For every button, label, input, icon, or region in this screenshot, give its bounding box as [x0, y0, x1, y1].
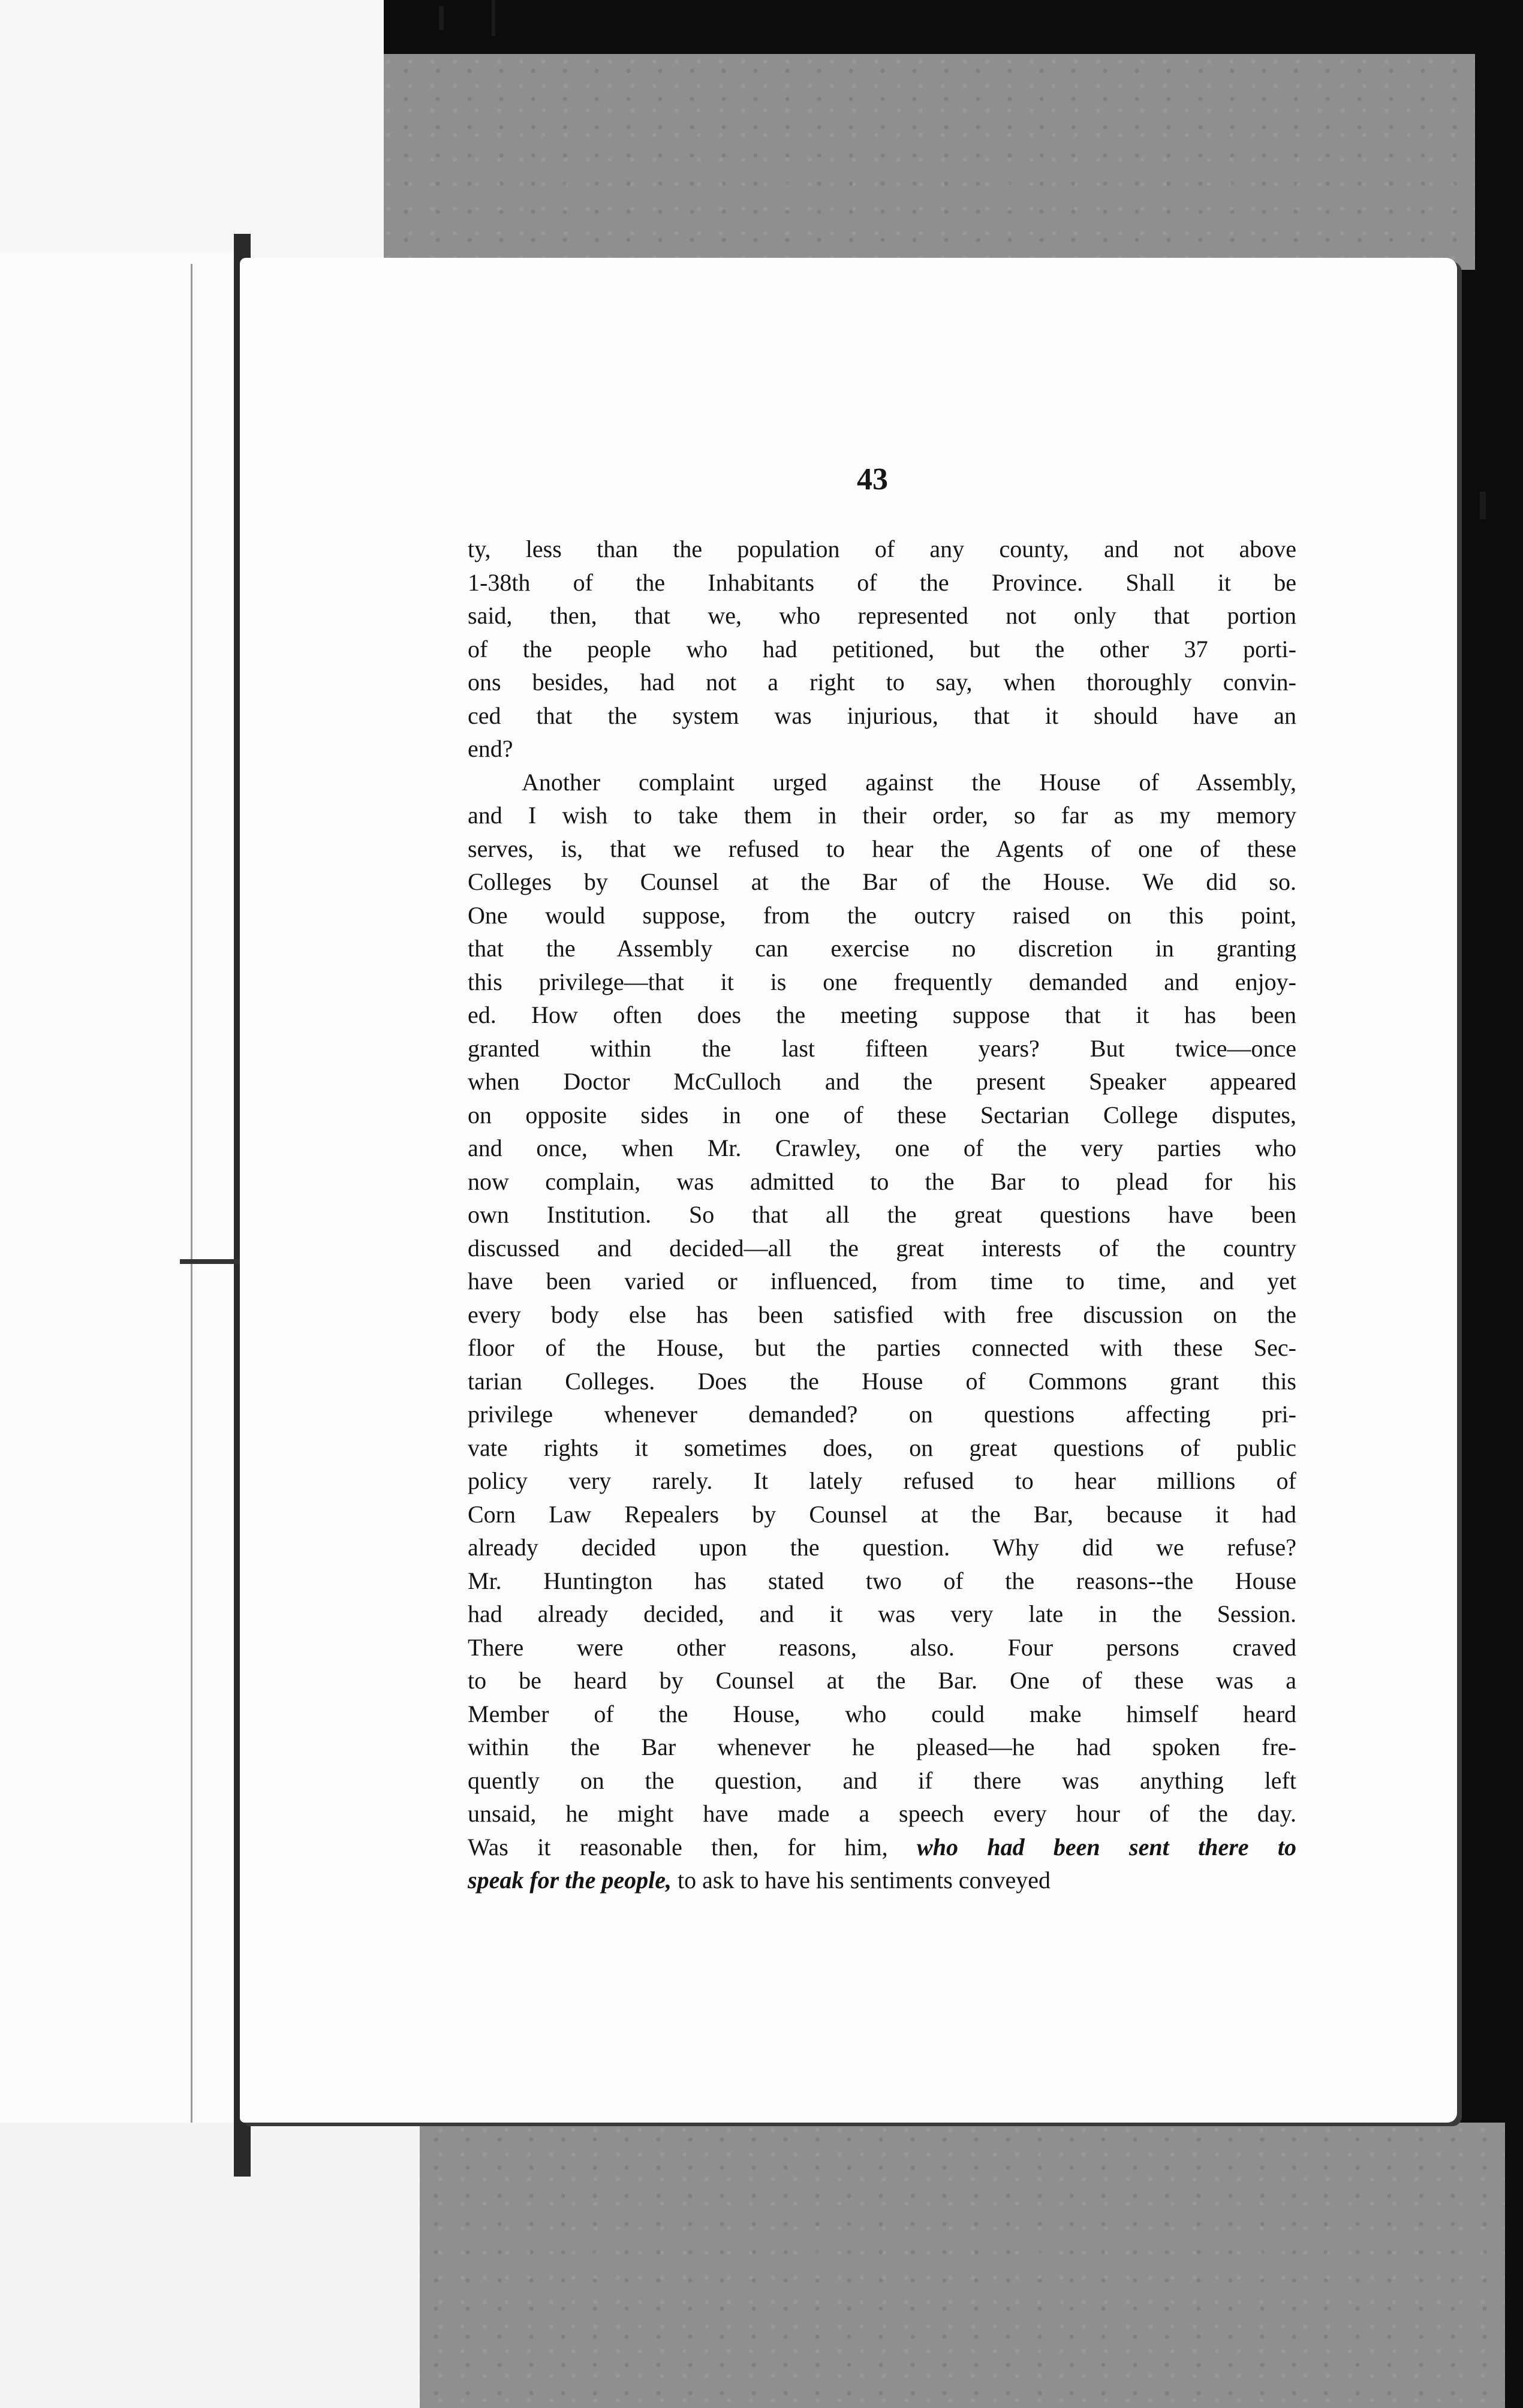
text-line: said, then, that we, who represented not only that portion [468, 602, 1296, 629]
text-line: quently on the question, and if there was anything left [468, 1766, 1296, 1794]
left-page-bottom [0, 2123, 420, 2408]
text-line: Mr. Huntington has stated two of the reasons--the House [468, 1567, 1296, 1594]
text-line: Corn Law Repealers by Counsel at the Bar, because it had [468, 1500, 1296, 1528]
text-line: ed. How often does the meeting suppose that it has been [468, 1001, 1296, 1028]
background-board-bottom [414, 2123, 1505, 2408]
text-line: vate rights it sometimes does, on great questions of public [468, 1434, 1296, 1461]
text-line: to be heard by Counsel at the Bar. One of these was a [468, 1667, 1296, 1694]
text-line: have been varied or influenced, from time to time, and yet [468, 1268, 1296, 1295]
text-line [468, 1864, 1296, 1897]
scan-speck [492, 0, 495, 36]
scan-speck [439, 6, 444, 30]
text-line: Another complaint urged against the House of Assembly, [522, 768, 1296, 796]
text-line: that the Assembly can exercise no discretion in granting [468, 935, 1296, 962]
text-line: and I wish to take them in their order, so far as my memory [468, 802, 1296, 829]
text-line: own Institution. So that all the great questions have been [468, 1201, 1296, 1228]
text-line: of the people who had petitioned, but the other 37 porti- [468, 635, 1296, 663]
text-line: Member of the House, who could make himself heard [468, 1700, 1296, 1727]
scan-speck [1480, 492, 1486, 519]
text-line: within the Bar whenever he pleased—he had spoken fre- [468, 1733, 1296, 1760]
text-line: ced that the system was injurious, that it should have an [468, 702, 1296, 729]
text-line: unsaid, he might have made a speech every hour of the day. [468, 1800, 1296, 1827]
text-segment: Was it reasonable then, for him, [468, 1833, 917, 1861]
text-line: granted within the last fifteen years? But twice—once [468, 1034, 1296, 1062]
text-line: had already decided, and it was very late in the Session. [468, 1600, 1296, 1627]
page-number: 43 [857, 462, 888, 496]
text-line: ty, less than the population of any county, and not above [468, 535, 1296, 562]
text-line: tarian Colleges. Does the House of Commons grant this [468, 1367, 1296, 1395]
left-page [0, 252, 237, 2171]
text-line: 1-38th of the Inhabitants of the Province. Shall it be [468, 568, 1296, 596]
text-line: when Doctor McCulloch and the present Speaker appeared [468, 1068, 1296, 1095]
text-line: already decided upon the question. Why did we refuse? [468, 1534, 1296, 1561]
binding-line [191, 264, 192, 2123]
background-board-top [384, 54, 1475, 270]
text-line: discussed and decided—all the great interests of the country [468, 1234, 1296, 1262]
text-line: ons besides, had not a right to say, when thoroughly convin- [468, 669, 1296, 696]
left-page-top [0, 0, 384, 264]
text-line: end? [468, 735, 513, 762]
text-line: Colleges by Counsel at the Bar of the House. We did so. [468, 868, 1296, 895]
body-text [468, 532, 1296, 1897]
text-line: on opposite sides in one of these Sectarian College disputes, [468, 1101, 1296, 1128]
text-line [468, 1831, 1296, 1864]
text-line: policy very rarely. It lately refused to hear millions of [468, 1467, 1296, 1494]
text-line: floor of the House, but the parties connected with these Sec- [468, 1334, 1296, 1361]
text-line: One would suppose, from the outcry raised on this point, [468, 901, 1296, 929]
text-line: serves, is, that we refused to hear the Agents of one of these [468, 835, 1296, 862]
text-line: this privilege—that it is one frequently demanded and enjoy- [468, 968, 1296, 995]
text-line: every body else has been satisfied with free discussion on the [468, 1301, 1296, 1328]
italic-phrase: speak for the people, [468, 1867, 672, 1894]
text-line: privilege whenever demanded? on questions affecting pri- [468, 1401, 1296, 1428]
text-line: and once, when Mr. Crawley, one of the very parties who [468, 1134, 1296, 1161]
text-segment: to ask to have his sentiments conveyed [671, 1867, 1051, 1894]
italic-phrase: who had been sent there to [917, 1833, 1296, 1861]
text-line: There were other reasons, also. Four persons craved [468, 1633, 1296, 1661]
text-line: now complain, was admitted to the Bar to plead for his [468, 1167, 1296, 1195]
